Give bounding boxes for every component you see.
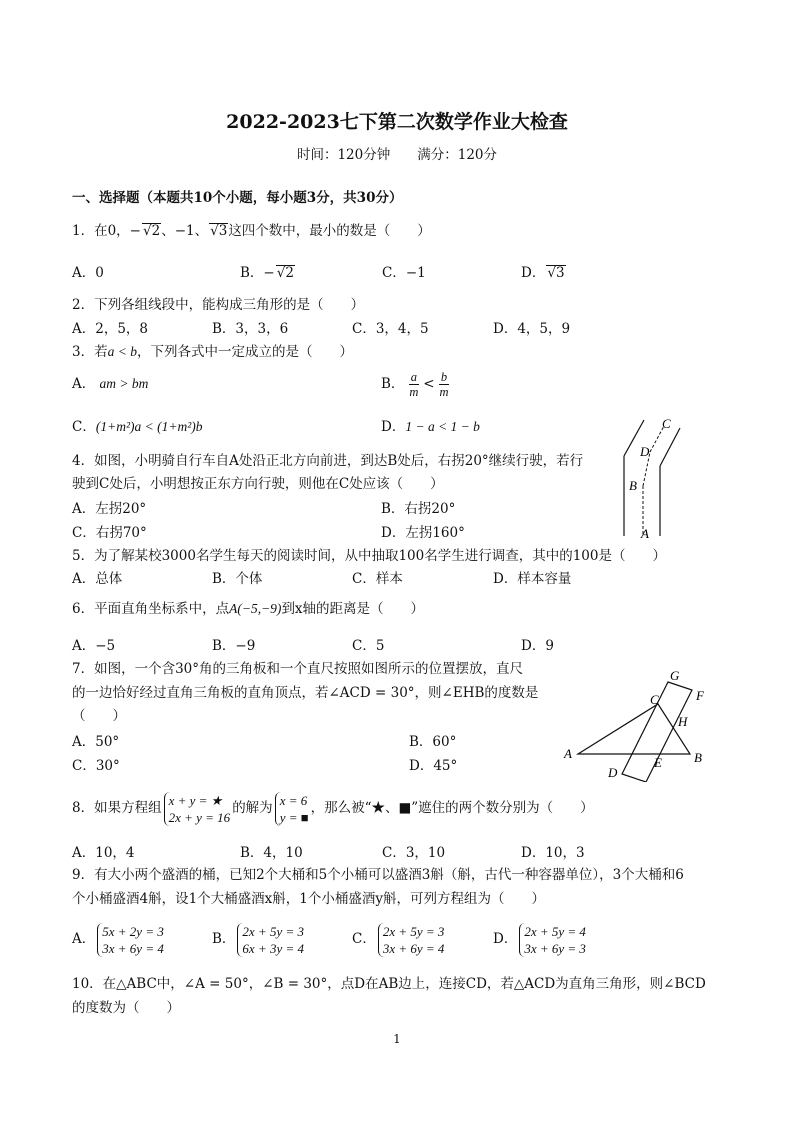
- equation-line: 5x + 2y = 3: [102, 923, 164, 939]
- q7-option-a: A．50°: [72, 734, 120, 750]
- q8-text-post: ，那么被“★、■”遮住的两个数分别为（ ）: [310, 800, 594, 816]
- q7-triangle-ruler-figure: [556, 664, 716, 782]
- q7-option-b: B．60°: [409, 734, 457, 750]
- q8-text-mid: 的解为: [232, 800, 273, 816]
- q4-option-b: B．右拐20°: [381, 501, 456, 517]
- fraction-numerator: a: [410, 370, 417, 384]
- question-7-line-2: 的一边恰好经过直角三角板的直角顶点，若∠ACD = 30°，则∠EHB的度数是: [72, 685, 539, 701]
- q1-option-b-radicand: 2: [285, 265, 294, 281]
- equation-system: [275, 792, 309, 826]
- equation-line: 2x + 5y = 3: [382, 923, 445, 939]
- q4-option-d: D．左拐160°: [381, 525, 465, 541]
- q7-option-d: D．45°: [409, 758, 458, 774]
- q9-option-c-label: C．: [352, 931, 376, 947]
- q1-text-post: 这四个数中，最小的数是（ ）: [228, 223, 431, 239]
- road-right-upper: [660, 428, 680, 466]
- set-square-triangle: [578, 704, 690, 754]
- label-b: B: [694, 750, 702, 765]
- q6-option-d: D．9: [521, 638, 554, 654]
- q5-option-c: C．样本: [352, 571, 403, 587]
- q8-option-b: B．4，10: [240, 845, 303, 861]
- q1-text-pre: 1．在0，−: [72, 223, 141, 239]
- question-3: [72, 343, 353, 361]
- q1-option-b-label: B．−: [240, 265, 275, 281]
- q7-option-c: C．30°: [72, 758, 120, 774]
- q3-condition: a < b: [107, 344, 137, 359]
- q3-option-a-expr: am > bm: [99, 376, 149, 391]
- label-e: E: [654, 755, 662, 770]
- label-c: C: [650, 692, 659, 707]
- q5-option-d: D．样本容量: [493, 571, 572, 587]
- question-6: [72, 600, 424, 618]
- fraction-denominator: m: [439, 385, 449, 399]
- q1-option-d-radicand: 3: [555, 265, 565, 281]
- q4-option-c: C．右拐70°: [72, 525, 147, 541]
- q9-option-c: [352, 920, 446, 958]
- q1-option-d: [521, 264, 566, 282]
- equation-line: 3x + 6y = 4: [382, 940, 445, 956]
- fraction-numerator: b: [440, 370, 448, 384]
- fraction-denominator: m: [409, 385, 419, 399]
- q5-option-a: A．总体: [72, 571, 123, 587]
- q3-text-pre: 3．若: [72, 344, 108, 360]
- equation-line: x = 6: [279, 792, 308, 808]
- q5-option-b: B．个体: [212, 571, 263, 587]
- equation-line: 3x + 6y = 4: [102, 940, 164, 956]
- q3-option-d-expr: 1 − a < 1 − b: [405, 419, 480, 434]
- q3-option-a: [72, 375, 148, 393]
- q8-text-pre: 8．如果方程组: [72, 800, 162, 816]
- equation-line: 2x + 5y = 4: [524, 923, 586, 939]
- q8-option-a: A．10，4: [72, 845, 135, 861]
- sqrt-symbol: √3: [210, 223, 228, 239]
- q1-radicand-3: 3: [218, 223, 228, 239]
- equation-line: 2x + y = 16: [168, 809, 231, 825]
- q1-option-d-label: D．: [521, 265, 546, 281]
- page-subtitle: 时间：120分钟 满分：120分: [296, 147, 498, 163]
- page-number: 1: [393, 1032, 401, 1046]
- label-d: D: [640, 444, 650, 459]
- question-2: 2．下列各组线段中，能构成三角形的是（ ）: [72, 297, 365, 313]
- equation-line: 6x + 3y = 4: [242, 940, 305, 956]
- q1-option-c: C．−1: [382, 265, 426, 281]
- equation-system: [97, 923, 164, 957]
- q9-option-b: [212, 920, 306, 958]
- q9-option-a-label: A．: [72, 931, 96, 947]
- q4-road-figure: [612, 414, 692, 538]
- q3-option-c: [72, 418, 203, 436]
- q9-option-b-label: B．: [212, 931, 236, 947]
- q3-option-b-label: B．: [381, 376, 405, 392]
- question-10-line-1: 10．在△ABC中，∠A = 50°，∠B = 30°，点D在AB边上，连接CD，若△ACD为直角三角形，则∠BCD: [72, 976, 706, 992]
- q3-text-post: ，下列各式中一定成立的是（ ）: [136, 344, 353, 360]
- label-h: H: [678, 714, 688, 729]
- sqrt-symbol: √3: [547, 265, 565, 281]
- label-b: B: [629, 478, 637, 493]
- q9-option-a: [72, 920, 166, 958]
- label-a: A: [641, 526, 649, 538]
- fraction: [439, 370, 449, 399]
- q1-option-a: A．0: [72, 265, 104, 281]
- q3-option-b: [381, 369, 449, 399]
- q9-option-d: [493, 920, 588, 958]
- page-title: 2022-2023七下第二次数学作业大检查: [226, 111, 568, 133]
- equation-line: 3x + 6y = 3: [524, 940, 586, 956]
- q3-option-d-label: D．: [381, 419, 406, 435]
- q9-option-d-label: D．: [493, 931, 518, 947]
- q6-option-a: A．−5: [72, 638, 116, 654]
- equation-system: [519, 923, 586, 957]
- question-4-line-2: 驶到C处后，小明想按正东方向行驶，则他在C处应该（ ）: [72, 476, 444, 492]
- label-d: D: [608, 765, 618, 780]
- q6-text-pre: 6．平面直角坐标系中，点: [72, 601, 230, 617]
- label-c: C: [662, 416, 671, 431]
- question-7-line-1: 7．如图，一个含30°角的三角板和一个直尺按照如图所示的位置摆放，直尺: [72, 661, 524, 677]
- equation-system: [378, 923, 445, 957]
- q6-text-post: 到x轴的距离是（ ）: [281, 601, 425, 617]
- q6-point: A(−5,−9): [229, 601, 282, 616]
- q3-option-a-label: A．: [72, 376, 96, 392]
- q1-radicand-2: 2: [151, 223, 161, 239]
- q1-text-mid: 、−1、: [161, 223, 209, 239]
- question-9-line-2: 个小桶盛酒4斛，设1个大桶盛酒x斛，1个小桶盛酒y斛，可列方程组为（ ）: [72, 891, 546, 907]
- q3-option-d: [381, 418, 480, 436]
- q6-option-b: B．−9: [212, 638, 256, 654]
- q2-option-d: D．4，5，9: [493, 321, 571, 337]
- q2-option-b: B．3，3，6: [212, 321, 289, 337]
- equation-line: y = ■: [279, 809, 309, 825]
- q3-option-c-label: C．: [72, 419, 96, 435]
- sqrt-symbol: √2: [276, 265, 294, 281]
- section-heading: 一、选择题（本题共10个小题，每小题3分，共30分）: [72, 190, 403, 206]
- label-f: F: [696, 688, 704, 703]
- question-4-line-1: 4．如图，小明骑自行车自A处沿正北方向前进，到达B处后，右拐20°继续行驶，若行: [72, 453, 584, 469]
- q8-option-c: C．3，10: [382, 845, 446, 861]
- equation-system: [237, 923, 304, 957]
- question-8: [72, 789, 594, 827]
- question-1: [72, 222, 431, 240]
- q2-option-a: A．2，5，8: [72, 321, 149, 337]
- q8-option-d: D．10，3: [521, 845, 585, 861]
- question-9-line-1: 9．有大小两个盛酒的桶，已知2个大桶和5个小桶可以盛酒3斛（斛，古代一种容器单位），3个大桶和6: [72, 867, 684, 883]
- label-a: A: [564, 746, 572, 761]
- q1-option-b: [240, 264, 295, 282]
- question-7-line-3: （ ）: [72, 708, 126, 724]
- equation-system: [164, 792, 231, 826]
- q3-option-c-expr: (1+m²)a < (1+m²)b: [95, 419, 203, 434]
- question-5: 5．为了解某校3000名学生每天的阅读时间，从中抽取100名学生进行调查，其中的100是（ ）: [72, 548, 666, 564]
- q2-option-c: C．3，4，5: [352, 321, 429, 337]
- fraction: [409, 370, 419, 399]
- equation-line: 2x + 5y = 3: [242, 923, 305, 939]
- less-than-sign: <: [423, 376, 435, 392]
- q4-option-a: A．左拐20°: [72, 501, 147, 517]
- question-10-line-2: 的度数为（ ）: [72, 1000, 180, 1016]
- q6-option-c: C．5: [352, 638, 385, 654]
- sqrt-symbol: √2: [143, 223, 161, 239]
- equation-line: x + y = ★: [168, 792, 223, 808]
- label-g: G: [670, 668, 680, 683]
